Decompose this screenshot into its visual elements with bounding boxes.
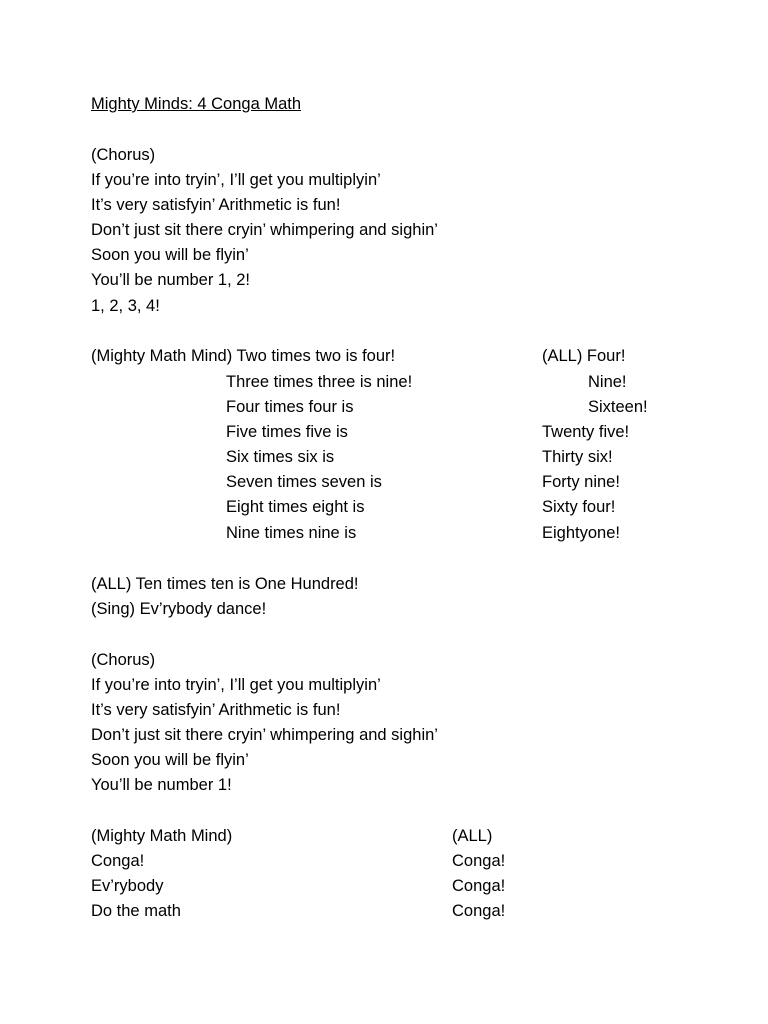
times-table-response: Sixteen!: [588, 398, 648, 416]
times-table-line: Six times six is: [226, 448, 335, 466]
chorus-1-line: You’ll be number 1, 2!: [91, 271, 250, 289]
conga-response: Conga!: [452, 902, 506, 920]
times-table-first-line: (Mighty Math Mind) Two times two is four!: [91, 347, 396, 365]
times-table-line: Eight times eight is: [226, 498, 365, 516]
times-table-response: Eightyone!: [542, 524, 620, 542]
chorus-1-line: Don’t just sit there cryin’ whimpering and sighin’: [91, 221, 438, 239]
times-table-line: Seven times seven is: [226, 473, 382, 491]
chorus-2-line: If you’re into tryin’, I’ll get you multiplyin’: [91, 676, 381, 694]
conga-response: Conga!: [452, 852, 506, 870]
times-table-line: Five times five is: [226, 423, 348, 441]
chorus-2-line: It’s very satisfyin’ Arithmetic is fun!: [91, 701, 341, 719]
times-table-first-response: (ALL) Four!: [542, 347, 626, 365]
conga-right-header: (ALL): [452, 827, 493, 845]
bridge-line: (Sing) Ev’rybody dance!: [91, 600, 267, 618]
times-table-line: Four times four is: [226, 398, 354, 416]
chorus-1-label: (Chorus): [91, 146, 156, 164]
times-table-response: Thirty six!: [542, 448, 613, 466]
times-table-response: Sixty four!: [542, 498, 616, 516]
times-table-response: Nine!: [588, 373, 627, 391]
document-title: Mighty Minds: 4 Conga Math: [91, 95, 302, 113]
chorus-1-line: It’s very satisfyin’ Arithmetic is fun!: [91, 196, 341, 214]
conga-line: Do the math: [91, 902, 181, 920]
conga-left-header: (Mighty Math Mind): [91, 827, 233, 845]
chorus-1-line: Soon you will be flyin’: [91, 246, 249, 264]
chorus-2-line: Soon you will be flyin’: [91, 751, 249, 769]
chorus-2-line: You’ll be number 1!: [91, 776, 232, 794]
times-table-line: Three times three is nine!: [226, 373, 413, 391]
times-table-line: Nine times nine is: [226, 524, 357, 542]
conga-line: Ev’rybody: [91, 877, 164, 895]
chorus-2-label: (Chorus): [91, 651, 156, 669]
chorus-1-line: 1, 2, 3, 4!: [91, 297, 160, 315]
times-table-response: Twenty five!: [542, 423, 630, 441]
bridge-line: (ALL) Ten times ten is One Hundred!: [91, 575, 359, 593]
chorus-2-line: Don’t just sit there cryin’ whimpering and sighin’: [91, 726, 438, 744]
conga-response: Conga!: [452, 877, 506, 895]
times-table-response: Forty nine!: [542, 473, 620, 491]
conga-line: Conga!: [91, 852, 145, 870]
chorus-1-line: If you’re into tryin’, I’ll get you multiplyin’: [91, 171, 381, 189]
